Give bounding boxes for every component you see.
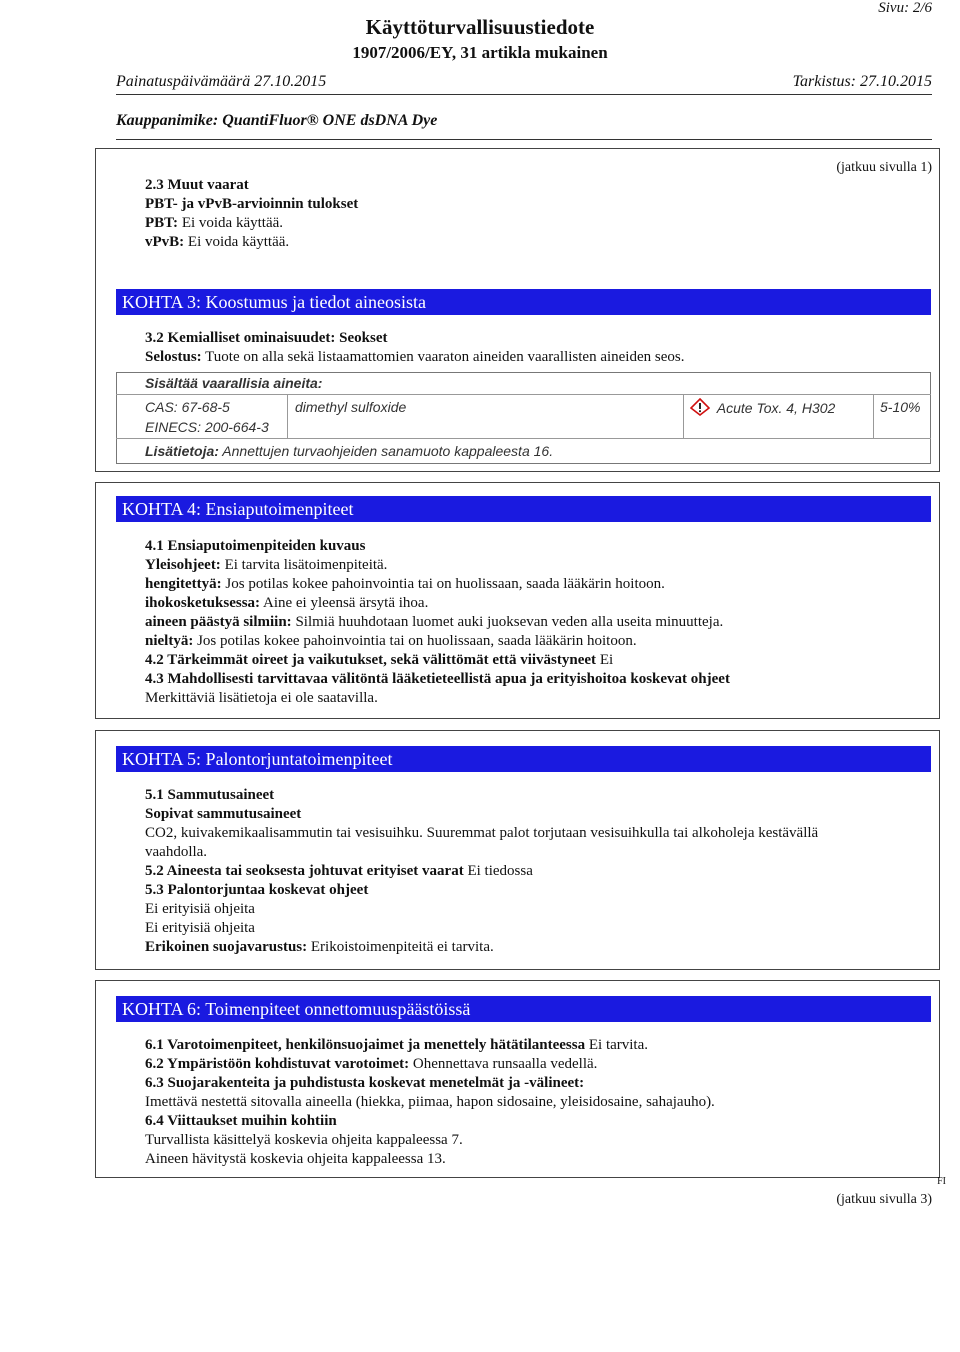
s41-title: 4.1 Ensiaputoimenpiteiden kuvaus — [145, 538, 366, 554]
section6-header: KOHTA 6: Toimenpiteet onnettomuuspäästöissä — [116, 996, 931, 1022]
ingredients-divider — [116, 438, 931, 439]
s63-title: 6.3 Suojarakenteita ja puhdistusta koskevat menetelmät ja -välineet: — [145, 1075, 585, 1091]
s51-title: 5.1 Sammutusaineet — [145, 787, 275, 803]
hazard-cell: Acute Tox. 4, H302 — [690, 398, 835, 419]
vpvb-line: vPvB: Ei voida käyttää. — [145, 234, 290, 250]
after-eye-contact: aineen päästyä silmiin: Silmiä huuhdotaan luomet auki juoksevan veden alla useita minuutteja. — [145, 614, 724, 630]
ingredients-col-divider — [683, 394, 684, 439]
trade-name: Kauppanimike: QuantiFluor® ONE dsDNA Dye — [116, 112, 438, 129]
protective-equipment: Erikoinen suojavarustus: Erikoistoimenpiteitä ei tarvita. — [145, 939, 494, 955]
additional-info: Lisätietoja: Annettujen turvaohjeiden sanamuoto kappaleesta 16. — [145, 443, 554, 459]
s64-title: 6.4 Viittaukset muihin kohtiin — [145, 1113, 337, 1129]
s62-line: 6.2 Ympäristöön kohdistuvat varotoimet: Ohennettava runsaalla vedellä. — [145, 1056, 598, 1072]
after-skin-contact: ihokosketuksessa: Aine ei yleensä ärsytä ihoa. — [145, 595, 429, 611]
after-swallowing: nieltyä: Jos potilas kokee pahoinvointia tai on huolissaan, saada lääkärin hoitoon. — [145, 633, 637, 649]
suitable-media-line-1: CO2, kuivakemikaalisammutin tai vesisuihku. Suuremmat palot torjutaan vesisuihkulla tai alkoholeja kestävällä — [145, 825, 819, 841]
document-subtitle: 1907/2006/EY, 31 artikla mukainen — [352, 43, 608, 62]
ingredients-col-divider — [873, 394, 874, 439]
page-number: Sivu: 2/6 — [878, 0, 932, 16]
s43-title: 4.3 Mahdollisesti tarvittavaa välitöntä lääketieteellistä apua ja erityishoitoa koskevat ohjeet — [145, 671, 730, 687]
s42-line: 4.2 Tärkeimmät oireet ja vaikutukset, sekä välittömät että viivästyneet Ei — [145, 652, 614, 668]
description-line: Selostus: Tuote on alla sekä listaamattomien vaaraton aineiden vaarallisten aineiden seos. — [145, 349, 685, 365]
suitable-media-line-2: vaahdolla. — [145, 844, 208, 860]
suitable-media-title: Sopivat sammutusaineet — [145, 806, 302, 822]
einecs-number: EINECS: 200-664-3 — [145, 419, 269, 435]
warning-exclamation-icon — [690, 398, 710, 416]
revision-date: Tarkistus: 27.10.2015 — [792, 73, 932, 90]
continued-from: (jatkuu sivulla 1) — [836, 160, 932, 175]
general-advice: Yleisohjeet: Ei tarvita lisätoimenpiteitä. — [145, 557, 388, 573]
cas-number: CAS: 67-68-5 — [145, 399, 230, 415]
s53-line-2: Ei erityisiä ohjeita — [145, 920, 255, 936]
s43-value: Merkittäviä lisätietoja ei ole saatavilla. — [145, 690, 378, 706]
header-rule-2 — [116, 139, 932, 140]
cas-name-divider — [287, 394, 288, 439]
continued-to: (jatkuu sivulla 3) — [836, 1192, 932, 1207]
s63-value: Imettävä nestettä sitovalla aineella (hiekka, piimaa, hapon sidosaine, yleisidosaine, sahajauho). — [145, 1094, 715, 1110]
pbt-title: PBT- ja vPvB-arvioinnin tulokset — [145, 196, 359, 212]
ingredients-divider — [116, 394, 931, 395]
s53-line-1: Ei erityisiä ohjeita — [145, 901, 255, 917]
s64-line-2: Aineen hävitystä koskevia ohjeita kappaleessa 13. — [145, 1151, 446, 1167]
after-inhalation: hengitettyä: Jos potilas kokee pahoinvointia tai on huolissaan, saada lääkärin hoitoon. — [145, 576, 665, 592]
pbt-line: PBT: Ei voida käyttää. — [145, 215, 284, 231]
section4-header: KOHTA 4: Ensiaputoimenpiteet — [116, 496, 931, 522]
s64-line-1: Turvallista käsittelyä koskevia ohjeita kappaleessa 7. — [145, 1132, 463, 1148]
s32-title: 3.2 Kemialliset ominaisuudet: Seokset — [145, 330, 388, 346]
s52-line: 5.2 Aineesta tai seoksesta johtuvat erityiset vaarat Ei tiedossa — [145, 863, 533, 879]
section3-header: KOHTA 3: Koostumus ja tiedot aineosista — [116, 289, 931, 315]
concentration: 5-10% — [880, 399, 921, 415]
s23-title: 2.3 Muut vaarat — [145, 177, 249, 193]
section5-header: KOHTA 5: Palontorjuntatoimenpiteet — [116, 746, 931, 772]
contains-label: Sisältää vaarallisia aineita: — [145, 375, 323, 391]
s61-line: 6.1 Varotoimenpiteet, henkilönsuojaimet ja menettely hätätilanteessa Ei tarvita. — [145, 1037, 649, 1053]
ingredient-name: dimethyl sulfoxide — [295, 399, 407, 415]
header-rule — [116, 94, 932, 95]
print-date: Painatuspäivämäärä 27.10.2015 — [116, 73, 327, 90]
document-title: Käyttöturvallisuustiedote — [365, 15, 595, 39]
language-code: FI — [937, 1176, 946, 1187]
s53-title: 5.3 Palontorjuntaa koskevat ohjeet — [145, 882, 369, 898]
